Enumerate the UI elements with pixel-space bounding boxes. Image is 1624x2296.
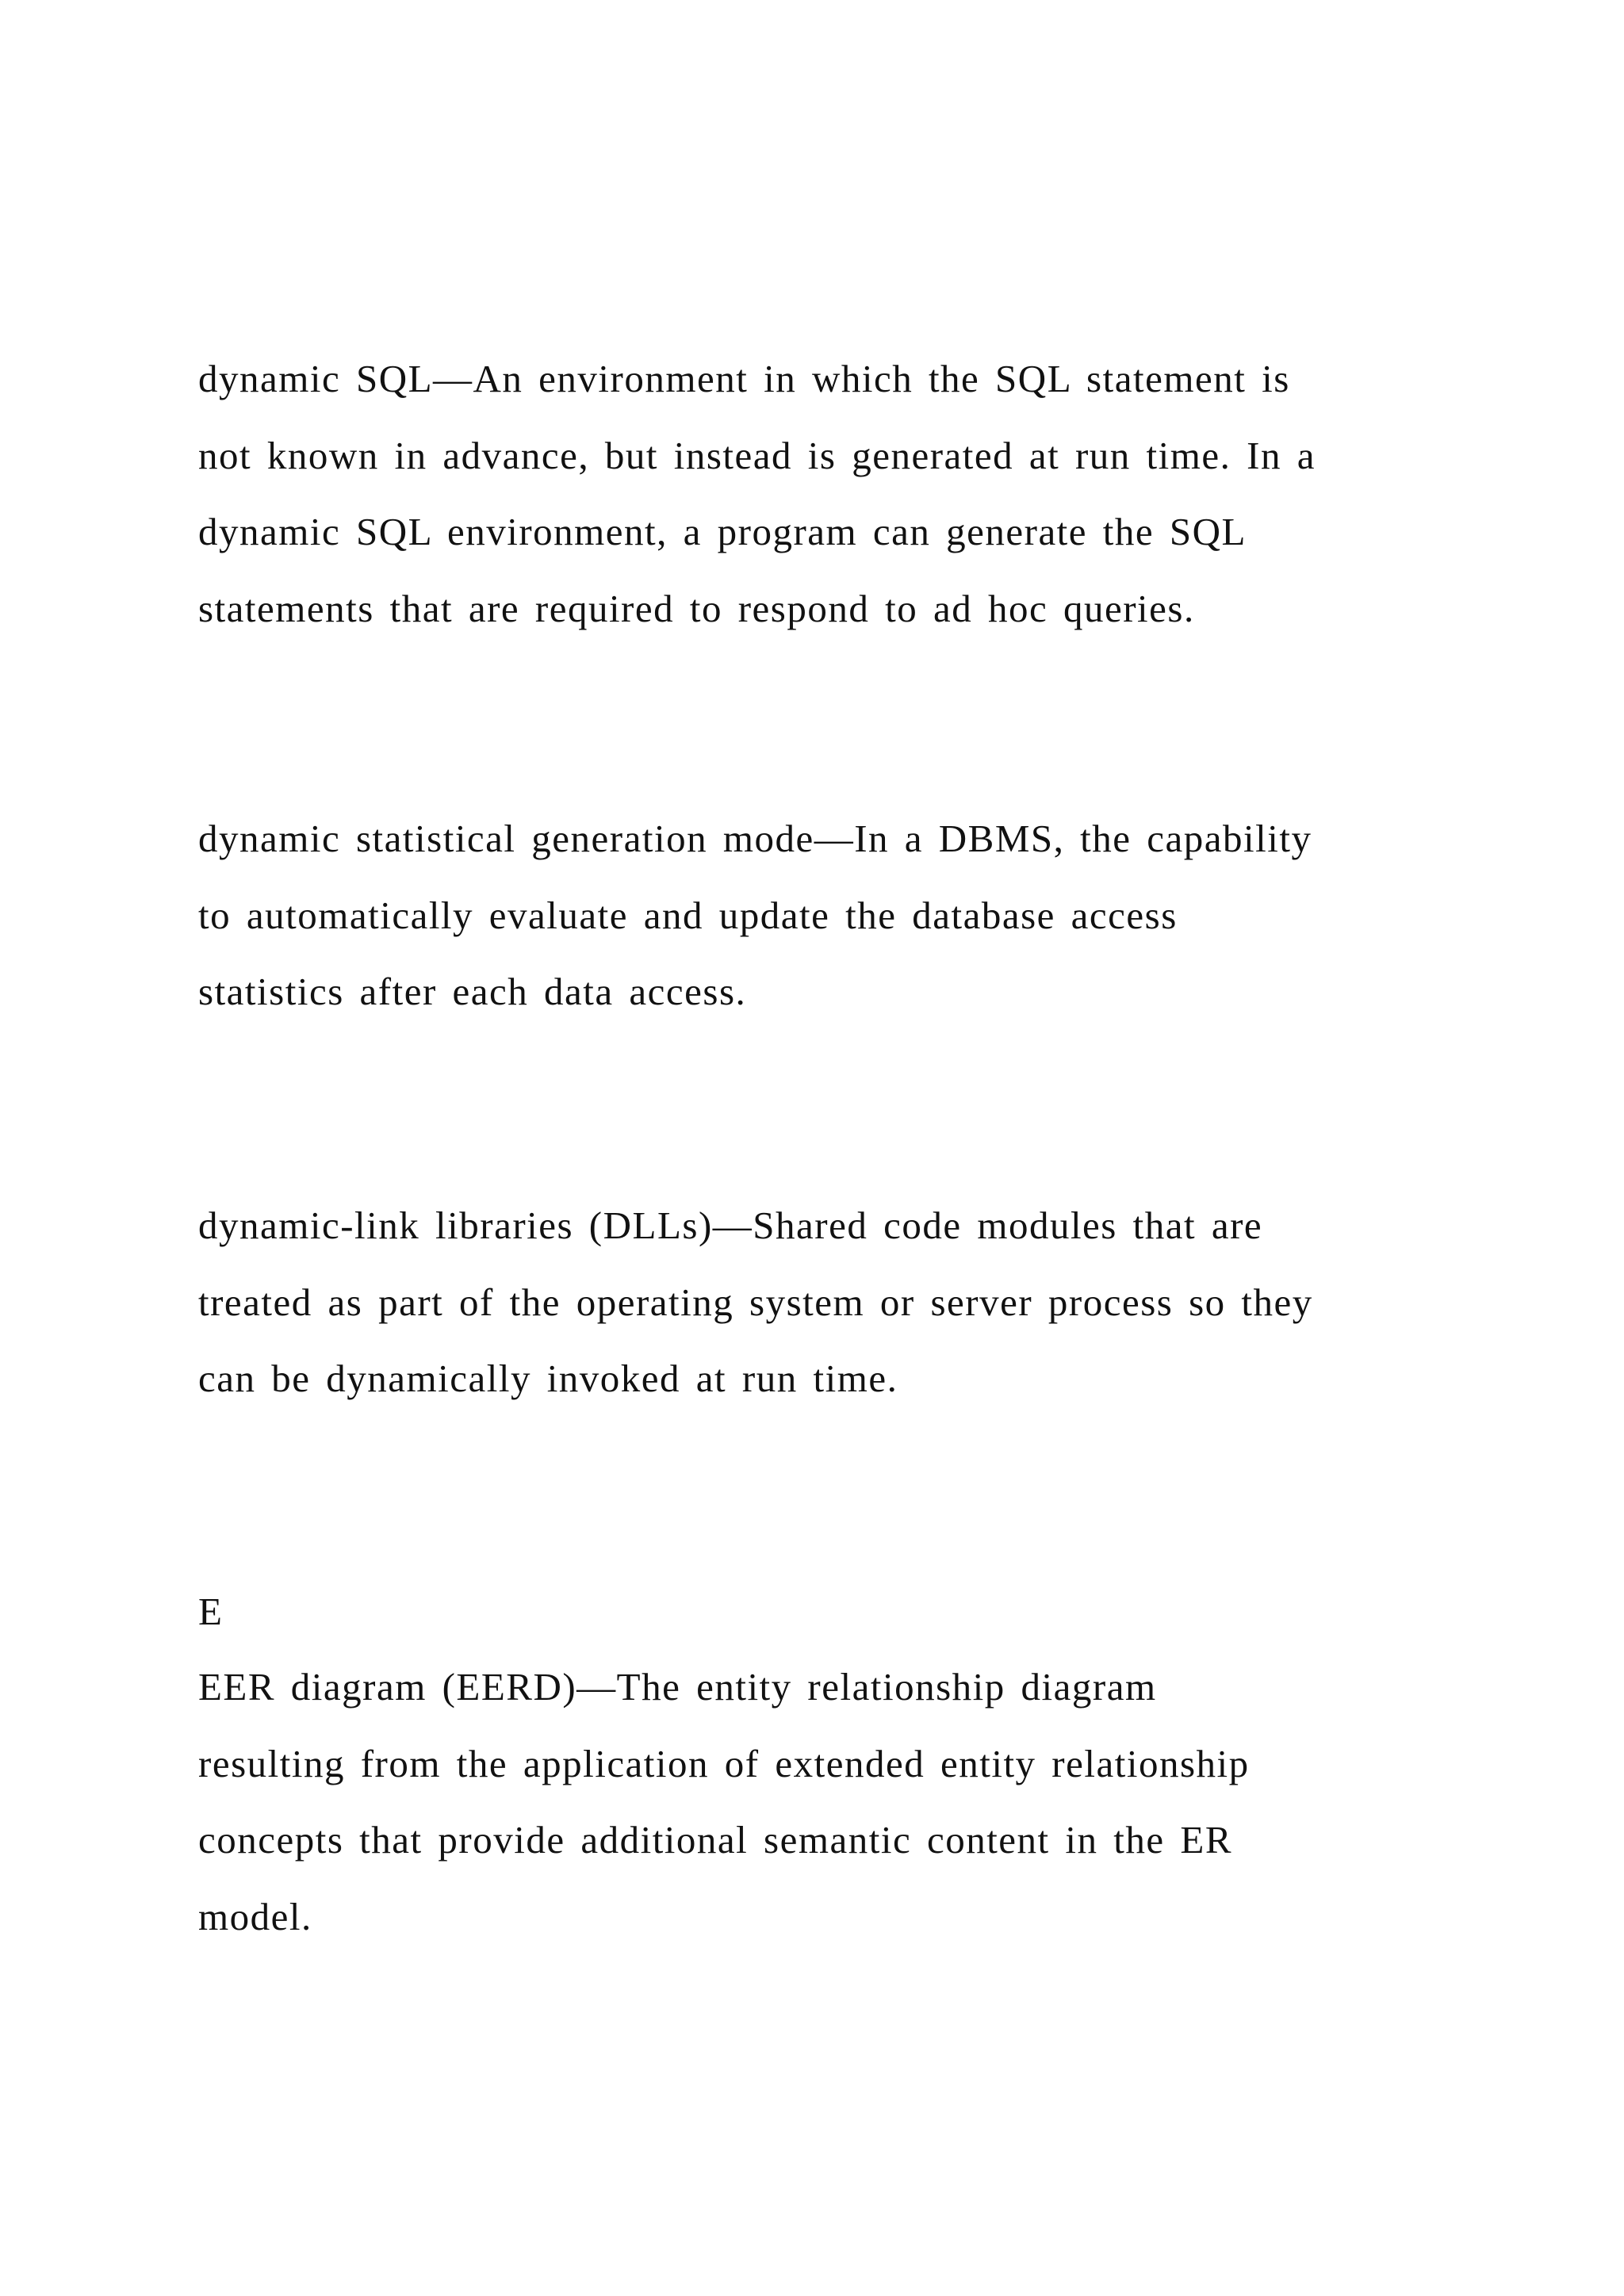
section-letter: E <box>198 1590 224 1633</box>
entry-text-line: statistics after each data access. <box>198 970 747 1013</box>
entry-text-line: dynamic SQL environment, a program can generate the SQL <box>198 510 1247 553</box>
entry-text-line: statements that are required to respond to ad hoc queries. <box>198 586 1195 630</box>
entry-text-line: dynamic statistical generation mode—In a DBMS, the capability <box>198 817 1312 860</box>
glossary-entry-dynamic-link-libraries <box>198 1188 1467 1418</box>
entry-text-line: treated as part of the operating system or server process so they <box>198 1280 1313 1324</box>
entry-text-line: not known in advance, but instead is generated at run time. In a <box>198 433 1316 477</box>
entry-text-line: EER diagram (EERD)—The entity relationship diagram <box>198 1665 1157 1709</box>
section-letter-heading <box>198 1574 1467 1651</box>
glossary-entry-eer-diagram <box>198 1649 1467 1955</box>
entry-text-line: dynamic SQL—An environment in which the SQL statement is <box>198 357 1290 400</box>
glossary-entry-dynamic-statistical-generation-mode <box>198 801 1467 1031</box>
entry-text-line: can be dynamically invoked at run time. <box>198 1357 898 1400</box>
entry-text-line: dynamic-link libraries (DLLs)—Shared code modules that are <box>198 1203 1263 1247</box>
entry-text-line: concepts that provide additional semantic content in the ER <box>198 1818 1233 1862</box>
glossary-page <box>198 0 1467 2296</box>
glossary-entry-dynamic-sql <box>198 341 1467 647</box>
entry-text-line: model. <box>198 1894 312 1938</box>
entry-text-line: to automatically evaluate and update the database access <box>198 893 1178 937</box>
entry-text-line: resulting from the application of extended entity relationship <box>198 1741 1250 1785</box>
